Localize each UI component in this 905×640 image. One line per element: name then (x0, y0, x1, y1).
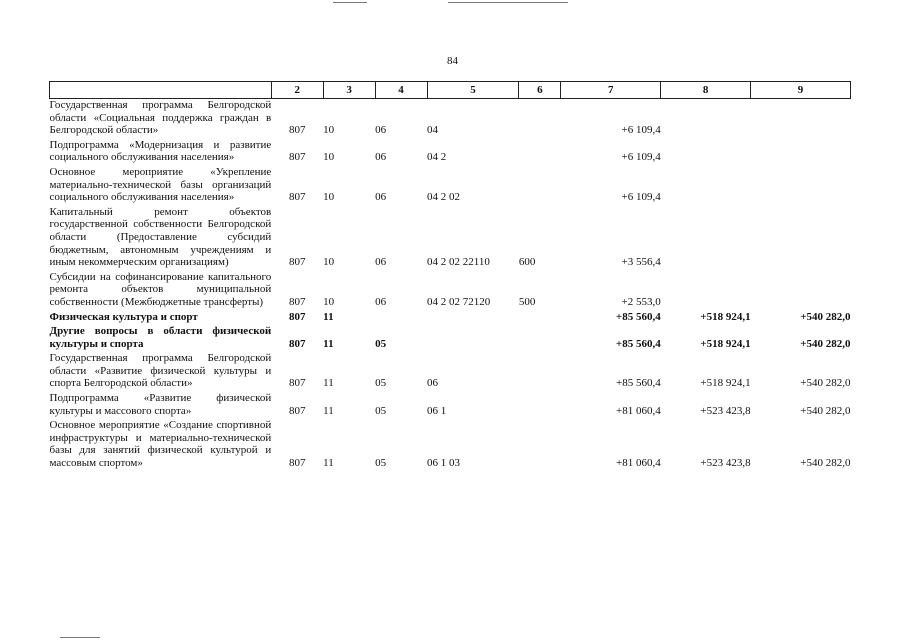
row-value-cell: +540 282,0 (800, 377, 851, 390)
row-value-cell (519, 325, 561, 352)
table-row (50, 206, 851, 271)
row-value-cell (751, 271, 851, 311)
row-value-cell: 10 (323, 295, 335, 308)
row-name-cell: Капитальный ремонт объектов государственной собственности Белгородской области (Предоставление субсидий бюджетным, автономным учреждениям и иным некоммерческим организациям) (49, 205, 272, 269)
row-value-cell: 04 2 02 72120 (427, 295, 491, 308)
row-value-cell: 04 2 02 22110 (427, 256, 490, 269)
row-value-cell: 11 (323, 377, 334, 390)
row-value-cell (519, 311, 561, 326)
row-value-cell (519, 392, 561, 419)
row-value-cell: 06 (375, 295, 387, 308)
row-value-cell: +540 282,0 (800, 310, 851, 323)
row-value-cell: +6 109,4 (621, 124, 661, 137)
row-value-cell (661, 99, 751, 139)
row-value-cell (519, 139, 561, 166)
row-value-cell (375, 311, 427, 326)
table-row (50, 271, 851, 311)
scan-artifact-bottom (60, 637, 100, 638)
row-name-cell: Государственная программа Белгородской области «Развитие физической культуры и спорта Белгородской области» (49, 352, 272, 390)
row-value-cell: 06 (427, 377, 439, 390)
header-cell: 7 (561, 82, 661, 99)
row-value-cell: 04 (427, 124, 439, 137)
row-value-cell (427, 311, 519, 326)
table-row (50, 325, 851, 352)
row-value-cell: 10 (323, 191, 335, 204)
row-value-cell: +85 560,4 (615, 337, 661, 350)
row-value-cell: +81 060,4 (615, 404, 661, 417)
row-value-cell: 807 (288, 151, 306, 164)
row-value-cell: +540 282,0 (800, 337, 851, 350)
row-value-cell: 807 (288, 295, 306, 308)
row-value-cell: +518 924,1 (700, 337, 751, 350)
row-value-cell: +540 282,0 (800, 404, 851, 417)
row-value-cell: 05 (375, 377, 387, 390)
row-value-cell: +6 109,4 (621, 191, 661, 204)
row-value-cell (519, 99, 561, 139)
row-value-cell: 06 (375, 151, 387, 164)
row-value-cell: 807 (288, 124, 306, 137)
row-value-cell: 807 (288, 256, 306, 269)
row-value-cell: 11 (323, 337, 334, 350)
row-value-cell: 11 (323, 404, 334, 417)
row-value-cell (519, 419, 561, 471)
row-value-cell: 05 (375, 457, 387, 470)
row-value-cell: 807 (288, 191, 306, 204)
row-value-cell: 11 (323, 457, 334, 470)
header-cell: 6 (519, 82, 561, 99)
scan-artifact-top (333, 2, 367, 3)
row-value-cell: 04 2 02 (427, 191, 461, 204)
row-value-cell (661, 271, 751, 311)
row-name-cell: Государственная программа Белгородской области «Социальная поддержка граждан в Белгородской области» (49, 99, 272, 137)
row-value-cell: 04 2 (427, 151, 447, 164)
row-name-cell: Основное мероприятие «Укрепление материально-технической базы организаций социального обслуживания населения» (49, 165, 272, 204)
row-value-cell: 807 (288, 404, 306, 417)
row-value-cell: +518 924,1 (700, 377, 751, 390)
header-cell: 3 (323, 82, 375, 99)
row-value-cell: 500 (518, 295, 536, 308)
table-row (50, 419, 851, 471)
row-value-cell: +85 560,4 (615, 377, 661, 390)
table-row (50, 311, 851, 326)
row-value-cell: +81 060,4 (615, 457, 661, 470)
row-value-cell: +6 109,4 (621, 151, 661, 164)
row-value-cell: 06 (375, 124, 387, 137)
row-value-cell: +523 423,8 (700, 404, 751, 417)
row-value-cell (751, 139, 851, 166)
row-value-cell: +2 553,0 (621, 295, 661, 308)
row-value-cell (427, 325, 519, 352)
row-value-cell: 807 (288, 457, 306, 470)
table-row (50, 139, 851, 166)
header-cell: 9 (751, 82, 851, 99)
row-value-cell: 807 (288, 310, 306, 323)
row-value-cell: 600 (518, 256, 536, 269)
row-name-cell: Физическая культура и спорт (49, 310, 198, 323)
header-cell: 5 (427, 82, 519, 99)
row-value-cell: 06 (375, 256, 387, 269)
row-value-cell: 05 (375, 404, 387, 417)
row-value-cell (751, 206, 851, 271)
row-value-cell: 11 (323, 310, 334, 323)
row-value-cell: 10 (323, 151, 335, 164)
row-value-cell: 10 (323, 124, 335, 137)
row-name-cell: Подпрограмма «Модернизация и развитие социального обслуживания населения» (49, 138, 272, 164)
row-value-cell: 807 (288, 337, 306, 350)
row-value-cell: 06 1 03 (427, 457, 461, 470)
budget-table (49, 81, 851, 472)
row-value-cell (661, 166, 751, 206)
row-value-cell (519, 166, 561, 206)
row-value-cell (519, 352, 561, 392)
row-name-cell: Основное мероприятие «Создание спортивной инфраструктуры и материально-технической базы для занятий физической культурой и массовым спортом» (49, 419, 272, 470)
row-name-cell: Другие вопросы в области физической культуры и спорта (49, 325, 272, 350)
row-value-cell: +523 423,8 (700, 457, 751, 470)
row-value-cell: +540 282,0 (800, 457, 851, 470)
row-value-cell: 807 (288, 377, 306, 390)
row-value-cell: 10 (323, 256, 335, 269)
row-value-cell: +3 556,4 (621, 256, 661, 269)
table-row (50, 99, 851, 139)
row-value-cell (751, 99, 851, 139)
header-cell (50, 82, 272, 99)
row-value-cell: 06 (375, 191, 387, 204)
row-value-cell (661, 206, 751, 271)
page-number: 84 (447, 55, 458, 67)
row-value-cell: +85 560,4 (615, 310, 661, 323)
row-name-cell: Субсидии на софинансирование капитального ремонта объектов муниципальной собственности (Межбюджетные трансферты) (49, 270, 272, 308)
row-value-cell: 05 (375, 337, 387, 350)
table-row (50, 392, 851, 419)
header-row (50, 82, 851, 99)
header-cell: 4 (375, 82, 427, 99)
row-value-cell (661, 139, 751, 166)
header-cell: 2 (271, 82, 323, 99)
row-value-cell: 06 1 (427, 404, 447, 417)
row-value-cell: +518 924,1 (700, 310, 751, 323)
table-row (50, 166, 851, 206)
header-cell: 8 (661, 82, 751, 99)
row-value-cell (751, 166, 851, 206)
row-name-cell: Подпрограмма «Развитие физической культуры и массового спорта» (49, 392, 272, 417)
table-row (50, 352, 851, 392)
scan-artifact-top-2 (448, 2, 568, 3)
